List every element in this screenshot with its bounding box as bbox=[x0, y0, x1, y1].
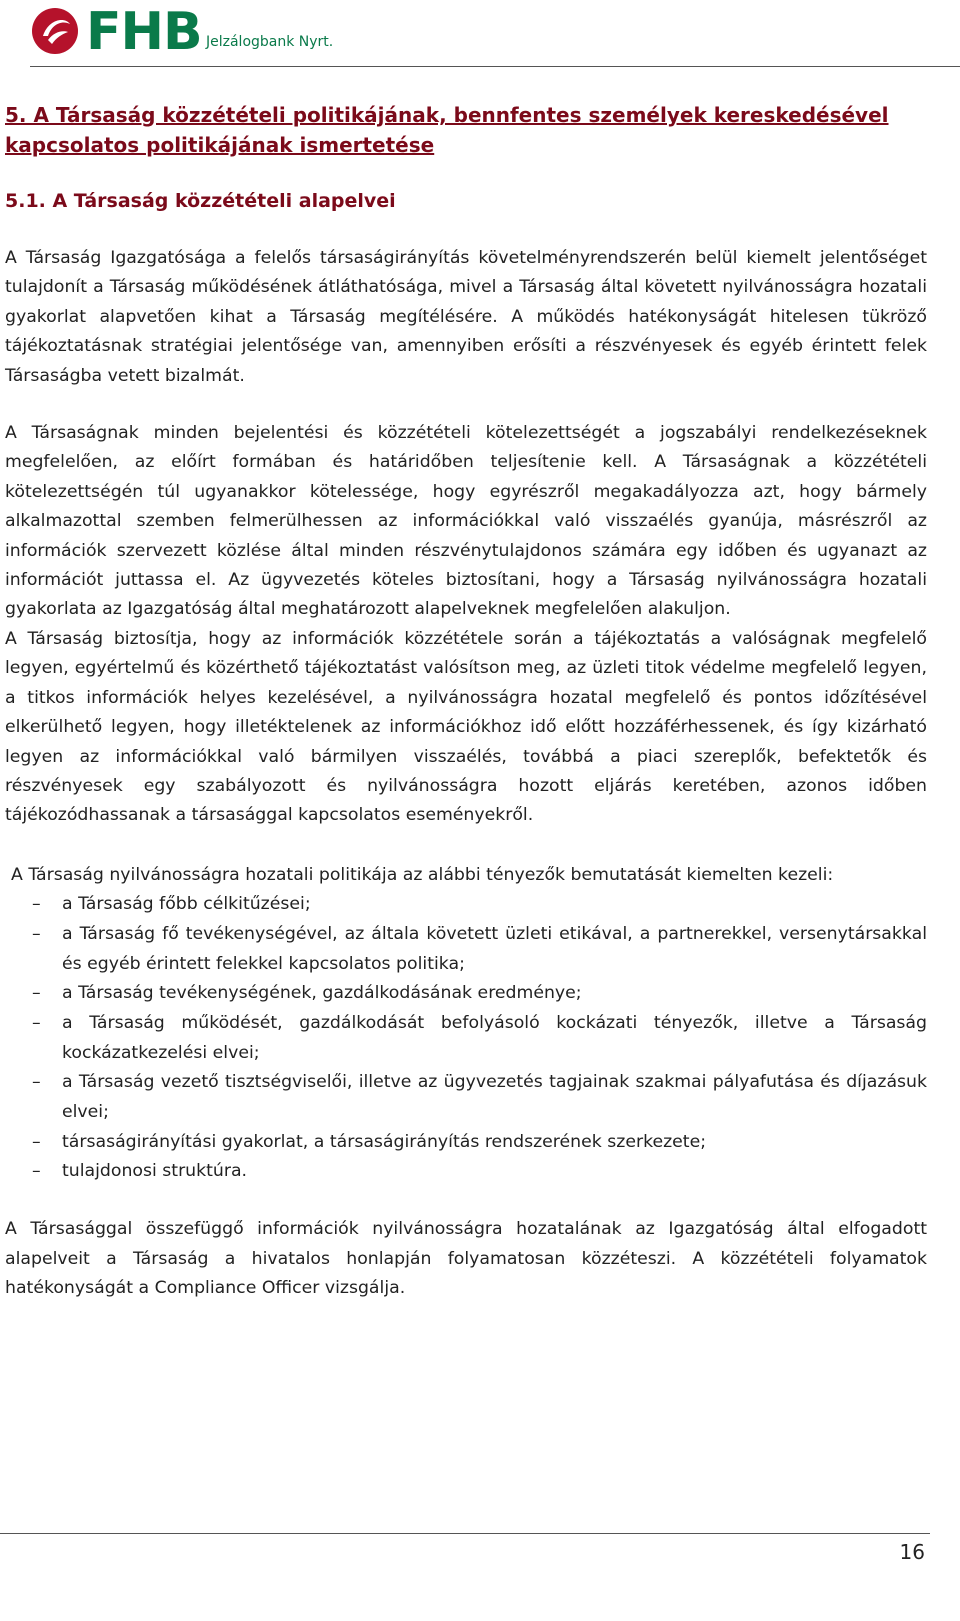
list-item: – tulajdonosi struktúra. bbox=[5, 1157, 927, 1187]
list-dash: – bbox=[32, 983, 41, 1004]
list-dash: – bbox=[32, 1161, 41, 1182]
fhb-logo-icon bbox=[30, 6, 80, 56]
list-item: – a Társaság fő tevékenységével, az általa követett üzleti etikával, a partnerekkel, versenytársakkal és egyéb érintett felekkel kapcsolatos politika; bbox=[5, 920, 927, 979]
page-header bbox=[30, 4, 960, 64]
logo-subtitle: Jelzálogbank Nyrt. bbox=[206, 34, 334, 50]
list-dash: – bbox=[32, 1131, 41, 1152]
paragraph: A Társaság biztosítja, hogy az információk közzététele során a tájékoztatás a valóságnak megfelelő legyen, egyértelmű és közérthető tájékoztatást valósítson meg, az üzleti titok védelme megfelelő legyen, a titkos információk helyes kezelésével, a nyilvánosságra hozatal megfelelő és pontos időzítésével elkerülhető legyen, hogy illetéktelenek az információkhoz idő előtt hozzáférhessenek, és így kizárható legyen az információkkal való bármilyen visszaélés, továbbá a piaci szereplők, befektetők és részvényesek egy szabályozott és nyilvánosságra hozott eljárás keretében, azonos időben tájékozódhassanak a társasággal kapcsolatos eseményekről. bbox=[5, 628, 927, 826]
list-item: – a Társaság működését, gazdálkodását befolyásoló kockázati tényezők, illetve a Társaság kockázatkezelési elvei; bbox=[5, 1009, 927, 1068]
logo-wordmark: FHB bbox=[86, 2, 202, 62]
header-divider bbox=[30, 66, 960, 67]
list-dash: – bbox=[32, 923, 41, 944]
list-item: – a Társaság főbb célkitűzései; bbox=[5, 890, 927, 920]
paragraph: A Társasággal összefüggő információk nyilvánosságra hozatalának az Igazgatóság által elfogadott alapelveit a Társaság a hivatalos honlapján folyamatosan közzéteszi. A közzétételi folyamatok hatékonyságát a Compliance Officer vizsgálja. bbox=[5, 1219, 927, 1298]
list-item: – a Társaság tevékenységének, gazdálkodásának eredménye; bbox=[5, 979, 927, 1009]
paragraph: A Társaságnak minden bejelentési és közzétételi kötelezettségét a jogszabályi rendelkezéseknek megfelelően, az előírt formában és határidőben teljesítenie kell. A Társaságnak a közzétételi kötelezettségén túl ugyanakkor kötelessége, hogy egyrészről megakadályozza azt, hogy bármely alkalmazottal szemben felmerülhessen az információkkal való visszaélés gyanúja, másrészről az információk szervezett közlése által minden részvénytulajdonos számára egy időben és ugyanazt az információt juttassa el. Az ügyvezetés köteles biztosítani, hogy a Társaság nyilvánosságra hozatali gyakorlata az Igazgatóság által meghatározott alapelveknek megfelelően alakuljon. bbox=[5, 423, 927, 620]
list-dash: – bbox=[32, 1012, 41, 1033]
document-body bbox=[5, 100, 927, 1303]
list-intro: A Társaság nyilvánosságra hozatali politikája az alábbi tényezők bemutatását kiemelten kezeli: bbox=[11, 864, 834, 885]
page-number: 16 bbox=[899, 1540, 925, 1564]
footer-divider bbox=[0, 1533, 930, 1534]
list-dash: – bbox=[32, 1072, 41, 1093]
list-item: – a Társaság vezető tisztségviselői, illetve az ügyvezetés tagjainak szakmai pályafutása és díjazásuk elvei; bbox=[5, 1068, 927, 1127]
factor-list bbox=[5, 890, 927, 1187]
section-title: 5. A Társaság közzétételi politikájának, bennfentes személyek kereskedésével kapcsolatos politikájának ismertetése bbox=[5, 103, 889, 157]
list-item: – társaságirányítási gyakorlat, a társaságirányítás rendszerének szerkezete; bbox=[5, 1128, 927, 1158]
list-dash: – bbox=[32, 894, 41, 915]
paragraph: A Társaság Igazgatósága a felelős társaságirányítás követelményrendszerén belül kiemelt jelentőséget tulajdonít a Társaság működésének átláthatósága, mivel a Társaság által követett nyilvánosságra hozatali gyakorlat alapvetően kihat a Társaság megítélésére. A működés hatékonyságát hitelesen tükröző tájékoztatásnak stratégiai jelentősége van, amennyiben erősíti a részvényesek és egyéb érintett felek Társaságba vetett bizalmát. bbox=[5, 248, 927, 386]
subsection-title: 5.1. A Társaság közzétételi alapelvei bbox=[5, 190, 396, 212]
